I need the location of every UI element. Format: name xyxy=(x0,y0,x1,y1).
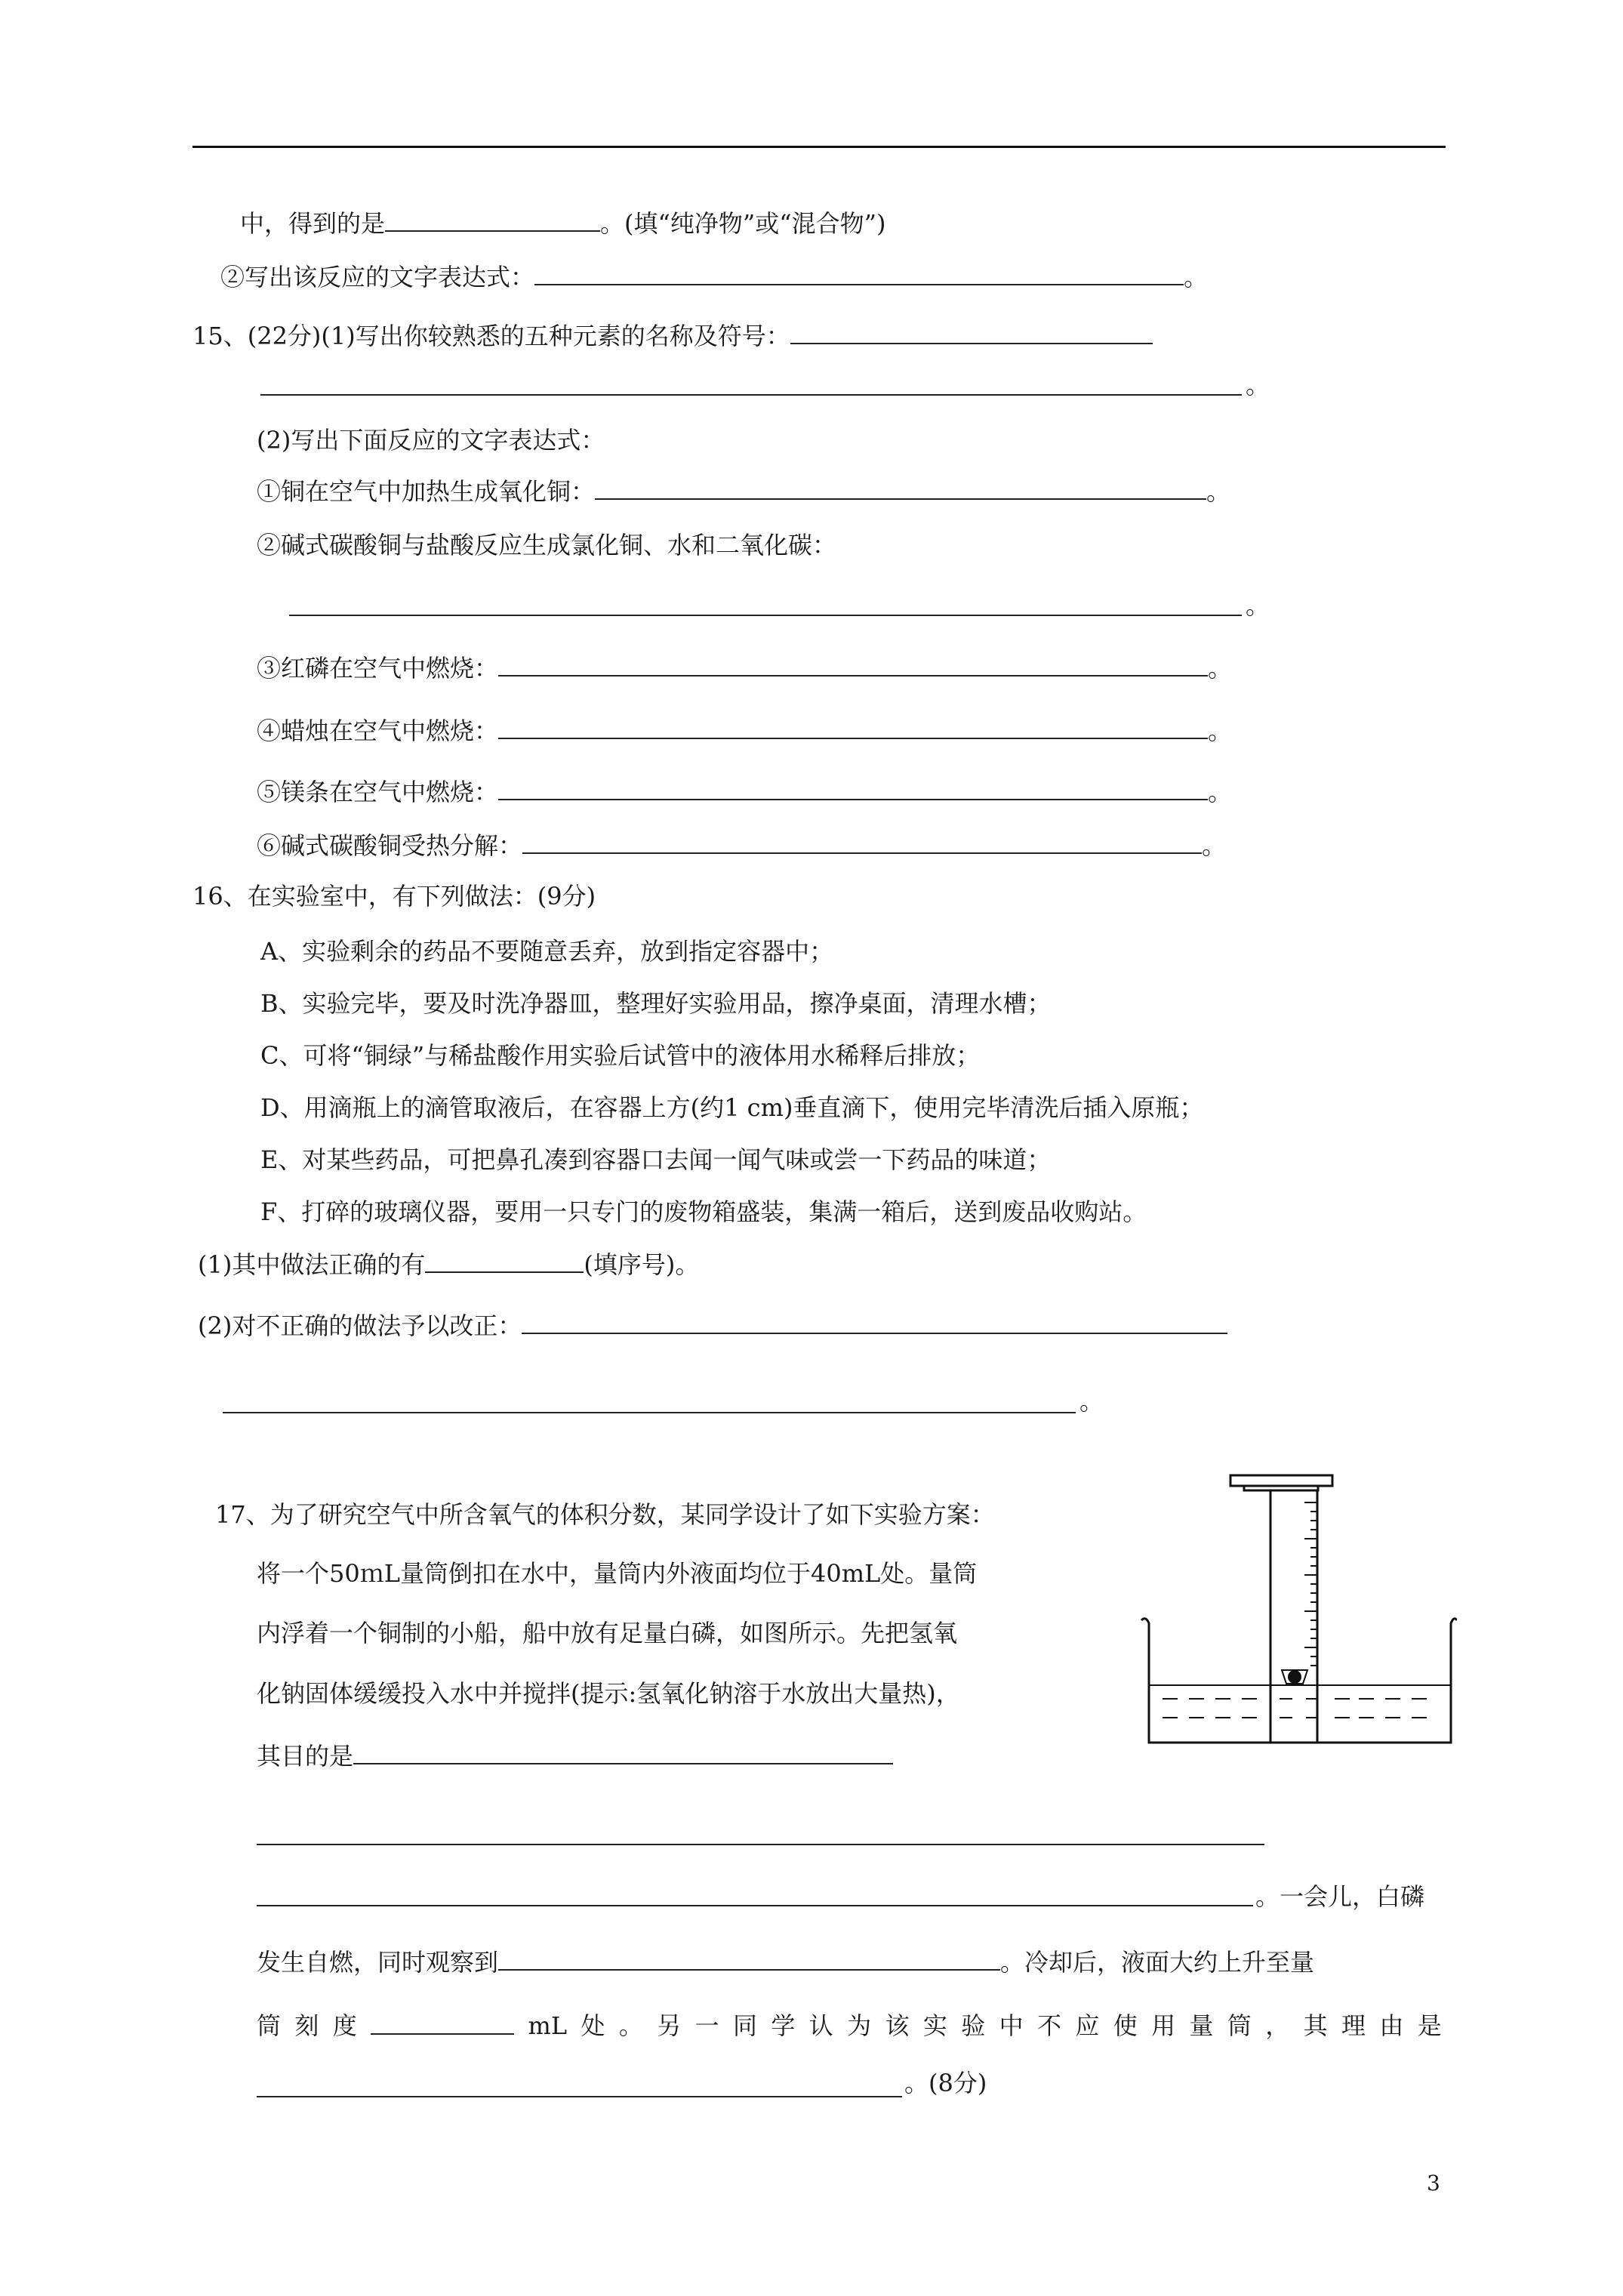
scale-ticks xyxy=(1304,1502,1317,1666)
page-number: 3 xyxy=(1427,2171,1440,2196)
answer-blank[interactable] xyxy=(257,1844,1264,1845)
q15-heading: 15、(22分)(1)写出你较熟悉的五种元素的名称及符号： xyxy=(192,319,1153,353)
measuring-cylinder xyxy=(1230,1475,1332,1743)
q17-text-8: 筒 刻 度 mL 处 。 另 一 同 学 认 为 该 实 验 中 不 应 使 用 量 筒 ， 其 理 由 是 xyxy=(257,2009,1442,2042)
answer-blank[interactable] xyxy=(223,1412,1076,1413)
reaction-2: ②碱式碳酸铜与盐酸反应生成氯化铜、水和二氧化碳： xyxy=(257,531,837,559)
q14-line-2: ②写出该反应的文字表达式： 。 xyxy=(220,260,1208,294)
reaction-4: ④蜡烛在空气中燃烧： 。 xyxy=(257,713,1232,747)
answer-blank[interactable] xyxy=(257,2096,902,2097)
answer-blank[interactable] xyxy=(260,394,1242,396)
q17-text-6: 。一会儿，白磷 xyxy=(1255,1882,1425,1911)
option-e: E、对某些药品，可把鼻孔凑到容器口去闻一闻气味或尝一下药品的味道； xyxy=(260,1145,1052,1174)
q17-text-1: 将一个50ｍL量筒倒扣在水中，量筒内外液面均位于40mL处。量筒 xyxy=(257,1559,978,1588)
reaction-6: ⑥碱式碳酸铜受热分解： 。 xyxy=(257,828,1226,862)
answer-blank[interactable] xyxy=(534,260,1184,285)
reaction-1: ①铜在空气中加热生成氧化铜： 。 xyxy=(257,474,1230,508)
q17-text-3: 化钠固体缓缓投入水中并搅拌(提示:氢氧化钠溶于水放出大量热)， xyxy=(257,1679,960,1708)
header-rule xyxy=(192,146,1446,148)
answer-blank[interactable] xyxy=(522,1308,1227,1334)
period: 。 xyxy=(1079,1387,1104,1416)
experiment-figure xyxy=(1132,1472,1457,1759)
answer-blank[interactable] xyxy=(498,651,1208,676)
answer-blank[interactable] xyxy=(257,1905,1253,1906)
option-c: C、可将“铜绿”与稀盐酸作用实验后试管中的液体用水稀释后排放； xyxy=(260,1041,981,1070)
answer-blank[interactable] xyxy=(371,2009,514,2035)
water-dashes xyxy=(1163,1699,1427,1718)
period: 。 xyxy=(1246,591,1270,620)
option-d: D、用滴瓶上的滴管取液后，在容器上方(约1 cm)垂直滴下，使用完毕清洗后插入原瓶； xyxy=(260,1093,1204,1122)
q16-sub1: (1)其中做法正确的有 (填序号)。 xyxy=(198,1247,699,1281)
reaction-3: ③红磷在空气中燃烧： 。 xyxy=(257,651,1232,685)
answer-blank[interactable] xyxy=(289,615,1242,616)
answer-blank[interactable] xyxy=(522,828,1202,854)
q17-text-2: 内浮着一个铜制的小船，船中放有足量白磷，如图所示。先把氢氧 xyxy=(257,1619,958,1647)
answer-blank[interactable] xyxy=(595,474,1206,500)
q17-text-9: 。(8分) xyxy=(904,2069,987,2097)
period: 。 xyxy=(1246,371,1270,399)
answer-blank[interactable] xyxy=(353,1739,893,1764)
answer-blank[interactable] xyxy=(498,713,1208,739)
answer-blank[interactable] xyxy=(498,775,1208,800)
option-f: F、打碎的玻璃仪器，要用一只专门的废物箱盛装，集满一箱后，送到废品收购站。 xyxy=(260,1197,1147,1226)
option-b: B、实验完毕，要及时洗净器皿，整理好实验用品，擦净桌面，清理水槽； xyxy=(260,989,1052,1018)
copper-boat-with-phosphorus xyxy=(1282,1670,1307,1684)
q16-sub2: (2)对不正确的做法予以改正： xyxy=(198,1308,1227,1342)
answer-blank[interactable] xyxy=(385,206,600,232)
option-a: A、实验剩余的药品不要随意丢弃，放到指定容器中； xyxy=(260,937,834,966)
answer-blank[interactable] xyxy=(498,1945,1000,1971)
q17-heading: 17、为了研究空气中所含氧气的体积分数，某同学设计了如下实验方案： xyxy=(215,1500,995,1529)
q15-part2-heading: (2)写出下面反应的文字表达式： xyxy=(257,426,605,455)
q14-line-1: 中，得到的是 。(填“纯净物”或“混合物”) xyxy=(240,206,885,240)
answer-blank[interactable] xyxy=(790,319,1153,344)
q16-heading: 16、在实验室中，有下列做法：(9分) xyxy=(192,882,596,911)
q17-text-4: 其目的是 xyxy=(257,1739,893,1773)
answer-blank[interactable] xyxy=(425,1247,584,1273)
reaction-5: ⑤镁条在空气中燃烧： 。 xyxy=(257,775,1232,809)
q17-text-7: 发生自燃，同时观察到 。冷却后，液面大约上升至量 xyxy=(257,1945,1314,1979)
